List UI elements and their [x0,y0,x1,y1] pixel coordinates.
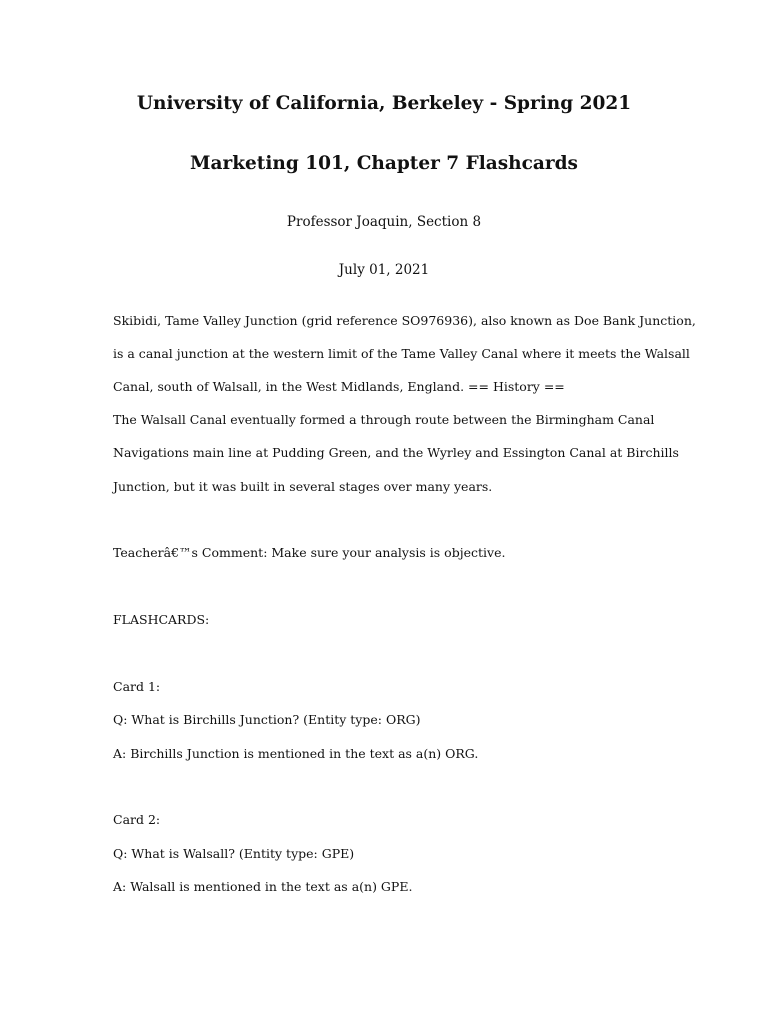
card-label: Card 1: [113,679,161,694]
passage-line: Junction, but it was built in several stages over many years. [113,479,493,494]
course-heading: Marketing 101, Chapter 7 Flashcards [190,153,578,174]
date-line: July 01, 2021 [338,262,430,278]
passage-line: is a canal junction at the western limit of the Tame Valley Canal where it meets the Walsall [113,346,690,361]
card-answer: A: Walsall is mentioned in the text as a(n) GPE. [113,879,413,894]
card-answer: A: Birchills Junction is mentioned in the text as a(n) ORG. [113,746,479,761]
institution-heading: University of California, Berkeley - Spring 2021 [136,93,632,114]
card-label: Card 2: [113,812,161,827]
passage-line: The Walsall Canal eventually formed a through route between the Birmingham Canal [113,412,655,427]
passage-line: Navigations main line at Pudding Green, and the Wyrley and Essington Canal at Birchills [113,445,679,460]
card-question: Q: What is Walsall? (Entity type: GPE) [113,846,355,861]
passage-line: Skibidi, Tame Valley Junction (grid reference SO976936), also known as Doe Bank Junction, [113,313,696,328]
professor-line: Professor Joaquin, Section 8 [286,214,482,230]
teacher-comment: Teacherâ€™s Comment: Make sure your analysis is objective. [113,545,506,560]
flashcards-heading: FLASHCARDS: [113,612,210,627]
card-question: Q: What is Birchills Junction? (Entity type: ORG) [113,712,421,727]
passage-line: Canal, south of Walsall, in the West Midlands, England. == History == [113,379,565,394]
